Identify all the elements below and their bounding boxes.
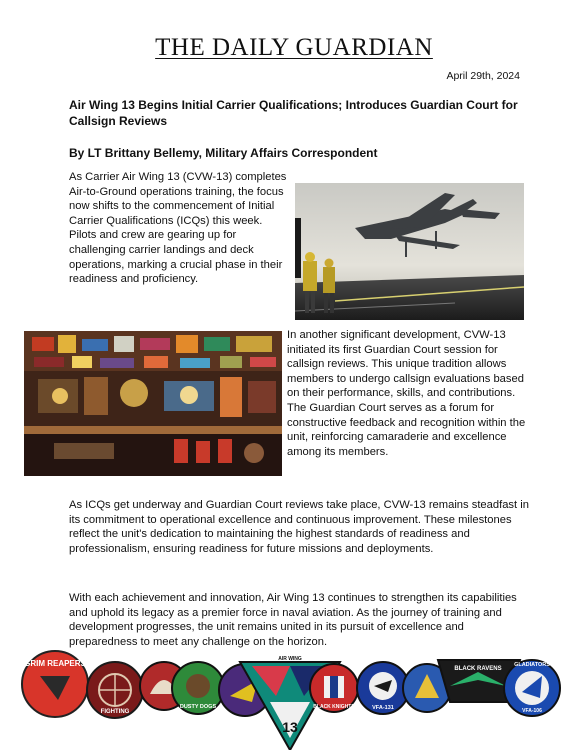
paragraph-3: As ICQs get underway and Guardian Court reviews take place, CVW-13 remains steadfast in its commitment to operational excellence and continuous improvement. These milestones reflect the unit's dedication to maintaining the highest standards of readiness and professionalism, ensuring readiness for future missions and deployments.: [69, 499, 529, 555]
squadron-bar-photo: [24, 331, 282, 476]
fighting-text: FIGHTING: [100, 709, 130, 715]
squadron-patch-row: [0, 646, 588, 750]
vfa-106-text: VFA-106: [522, 708, 542, 714]
masthead-title: THE DAILY GUARDIAN: [155, 34, 433, 61]
paragraph-2: In another significant development, CVW-13 initiated its first Guardian Court session for callsign reviews. This unique tradition allows members to undergo callsign evaluations based on their performance, skills, and contributions. The Guardian Court serves as a forum for constructive feedback and recognition within the unit, reinforcing camaraderie and excellence among its members.: [287, 329, 526, 458]
black-ravens-text: BLACK RAVENS: [454, 666, 502, 672]
vfa-131-patch: [357, 662, 409, 714]
article-byline: By LT Brittany Bellemy, Military Affairs Correspondent: [69, 146, 378, 160]
grim-reapers-text: GRIM REAPERS: [24, 659, 86, 668]
gladiators-text: GLADIATORS: [514, 662, 550, 668]
article-headline: Air Wing 13 Begins Initial Carrier Qualifications; Introduces Guardian Court for Callsign Reviews: [69, 98, 518, 128]
jet-launch-photo: [295, 183, 524, 320]
black-knights-patch: [310, 664, 358, 712]
dusty-dogs-patch: [172, 662, 224, 714]
publication-date: April 29th, 2024: [446, 70, 520, 82]
black-knights-text: BLACK KNIGHTS: [313, 704, 355, 710]
grim-reapers-patch: [22, 651, 88, 717]
fighting-patch: [87, 662, 143, 718]
dusty-dogs-text: DUSTY DOGS: [179, 704, 217, 710]
air-wing-text: AIR WING: [278, 656, 302, 662]
masthead: [0, 34, 588, 62]
air-wing-number: 13: [282, 719, 298, 735]
gladiators-patch: [504, 660, 560, 716]
paragraph-1: As Carrier Air Wing 13 (CVW-13) completes Air-to-Ground operations training, the focus now shifts to the commencement of Initial Carrier Qualifications (ICQs) this week. Pilots and crew are gearing up for challenging carrier landings and deck operations, marking a crucial phase in their readiness and proficiency.: [69, 171, 287, 286]
paragraph-4: With each achievement and innovation, Air Wing 13 continues to strengthen its capabilities and uphold its legacy as a premier force in naval aviation. As the journey of training and development progresses, the unit remains united in its pursuit of excellence and preparedness to meet any challenge on the horizon.: [69, 592, 517, 648]
vfa-text: VFA-131: [372, 705, 394, 711]
